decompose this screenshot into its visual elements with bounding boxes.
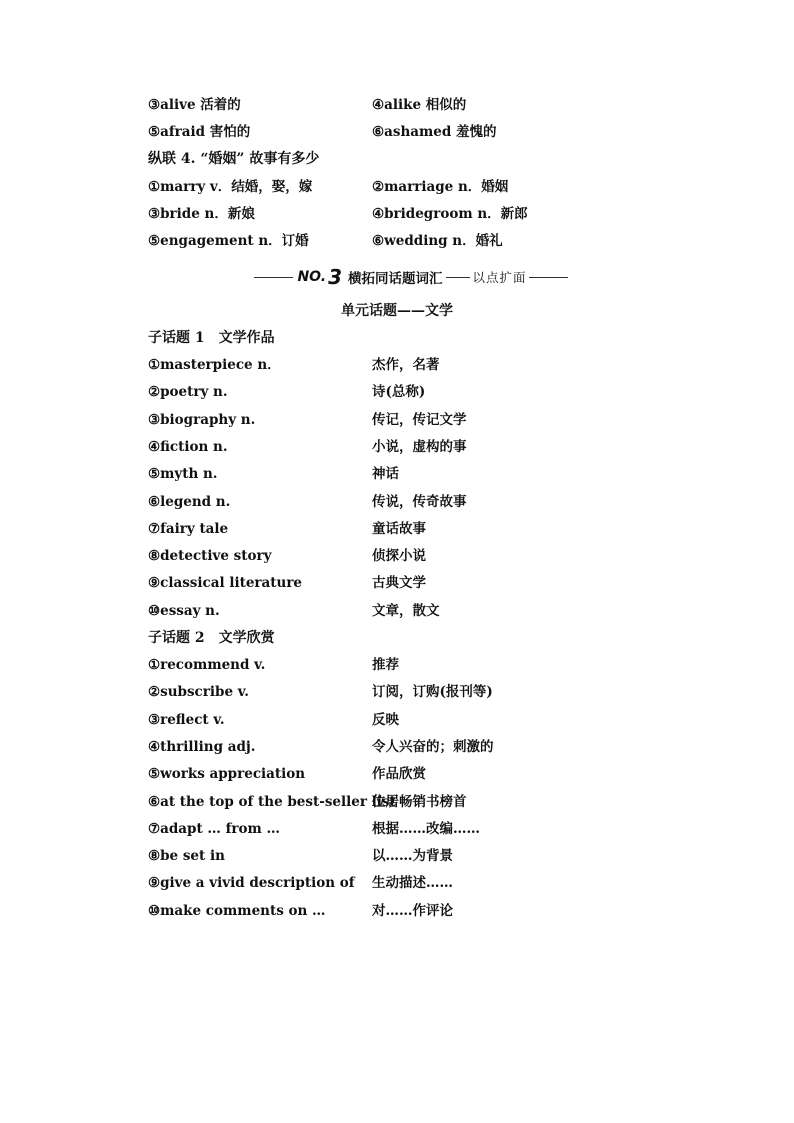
- vocab-meaning: 推荐: [372, 657, 399, 673]
- vocab-row: [148, 121, 708, 143]
- vocab-meaning: 订阅，订购(报刊等): [372, 684, 493, 701]
- banner-rule-left: [254, 277, 293, 278]
- vocab-term: ⑨classical literature: [148, 575, 303, 592]
- vocab-meaning: 位居畅销书榜首: [372, 793, 467, 810]
- subtopic-heading: 子话题 1 文学作品: [148, 330, 275, 346]
- vocab-row: [148, 463, 708, 485]
- banner-no: NO.: [297, 269, 327, 285]
- vocab-term: ③alive 活着的: [148, 97, 241, 113]
- vocab-term: ②poetry n.: [148, 384, 228, 401]
- vocab-meaning: 令人兴奋的；刺激的: [372, 738, 494, 755]
- vocab-term: ⑦fairy tale: [148, 520, 229, 537]
- vocab-term: ④bridegroom n．新郎: [372, 206, 528, 222]
- vocab-term: ⑤afraid 害怕的: [148, 124, 251, 140]
- vocab-row: [148, 791, 708, 813]
- vocab-meaning: 以……为背景: [372, 848, 453, 865]
- vocab-row: [148, 436, 708, 458]
- vocab-row: [148, 900, 708, 922]
- vocab-row: [148, 94, 708, 116]
- vocab-meaning: 侦探小说: [372, 548, 426, 565]
- vocab-term: ③bride n．新娘: [148, 206, 255, 222]
- vocab-term: ⑥wedding n．婚礼: [372, 233, 503, 249]
- vocab-row: [148, 230, 708, 252]
- vocab-row: [148, 736, 708, 758]
- vocab-meaning: 生动描述……: [372, 875, 453, 892]
- vocab-meaning: 对……作评论: [372, 902, 453, 919]
- vocab-term: ⑤works appreciation: [148, 766, 306, 783]
- vocab-term: ⑩make comments on …: [148, 902, 326, 919]
- vocab-row: [148, 409, 708, 431]
- vocab-term: ①recommend v.: [148, 657, 266, 673]
- vocab-row: [148, 763, 708, 785]
- vocab-meaning: 作品欣赏: [372, 766, 426, 783]
- unit-title: 单元话题——文学: [341, 303, 453, 319]
- vocab-term: ⑧be set in: [148, 848, 225, 865]
- vocab-term: ⑥legend n.: [148, 493, 231, 510]
- vocab-row: [148, 872, 708, 894]
- vocab-term: ⑧detective story: [148, 548, 272, 565]
- vocab-term: ④thrilling adj.: [148, 738, 256, 755]
- vocab-row: [148, 354, 708, 376]
- vocab-term: ③biography n.: [148, 411, 256, 428]
- subtopic-heading: 子话题 2 文学欣赏: [148, 630, 275, 646]
- vocab-row: [148, 572, 708, 594]
- vocab-row: [148, 176, 708, 198]
- vocab-term: ④alike 相似的: [372, 97, 467, 113]
- vocab-row: [148, 654, 708, 676]
- section-heading: 纵联 4. “婚姻” 故事有多少: [148, 151, 320, 167]
- vocab-term: ⑨give a vivid description of: [148, 875, 355, 892]
- vocab-row: [148, 491, 708, 513]
- vocab-row: [148, 818, 708, 840]
- vocab-meaning: 杰作，名著: [372, 357, 440, 373]
- banner-rule-right: [529, 277, 568, 278]
- banner-title: 横拓同话题词汇: [348, 271, 443, 287]
- vocab-term: ④fiction n.: [148, 438, 228, 455]
- vocab-term: ⑤myth n.: [148, 466, 218, 483]
- vocab-term: ②subscribe v.: [148, 684, 249, 701]
- vocab-meaning: 神话: [372, 466, 399, 483]
- vocab-term: ①marry v．结婚，娶，嫁: [148, 179, 313, 195]
- vocab-meaning: 传说，传奇故事: [372, 493, 467, 510]
- vocab-term: ③reflect v.: [148, 711, 225, 728]
- vocab-row: [148, 545, 708, 567]
- vocab-term: ⑥ashamed 羞愧的: [372, 124, 497, 140]
- vocab-meaning: 童话故事: [372, 520, 426, 537]
- vocab-term: ⑩essay n.: [148, 602, 220, 619]
- vocab-row: [148, 381, 708, 403]
- vocab-row: [148, 203, 708, 225]
- vocab-row: [148, 709, 708, 731]
- vocab-term: ②marriage n．婚姻: [372, 179, 509, 195]
- vocab-row: [148, 845, 708, 867]
- vocab-term: ①masterpiece n．: [148, 357, 281, 373]
- vocab-meaning: 反映: [372, 711, 399, 728]
- vocab-meaning: 文章，散文: [372, 602, 440, 619]
- banner-dash: [446, 277, 470, 278]
- vocab-meaning: 诗(总称): [372, 384, 426, 401]
- vocab-term: ⑥at the top of the best-seller list: [148, 793, 396, 810]
- vocab-term: ⑦adapt … from …: [148, 820, 281, 837]
- banner-subtitle: 以点扩面: [472, 270, 527, 285]
- vocab-row: [148, 518, 708, 540]
- vocab-meaning: 古典文学: [372, 575, 426, 592]
- banner-number: 3: [328, 265, 343, 289]
- vocab-meaning: 根据……改编……: [372, 820, 480, 837]
- vocab-meaning: 传记，传记文学: [372, 411, 467, 428]
- section-banner: [254, 266, 568, 288]
- vocab-meaning: 小说，虚构的事: [372, 438, 467, 455]
- vocab-row: [148, 600, 708, 622]
- vocab-term: ⑤engagement n．订婚: [148, 233, 309, 249]
- vocab-row: [148, 681, 708, 703]
